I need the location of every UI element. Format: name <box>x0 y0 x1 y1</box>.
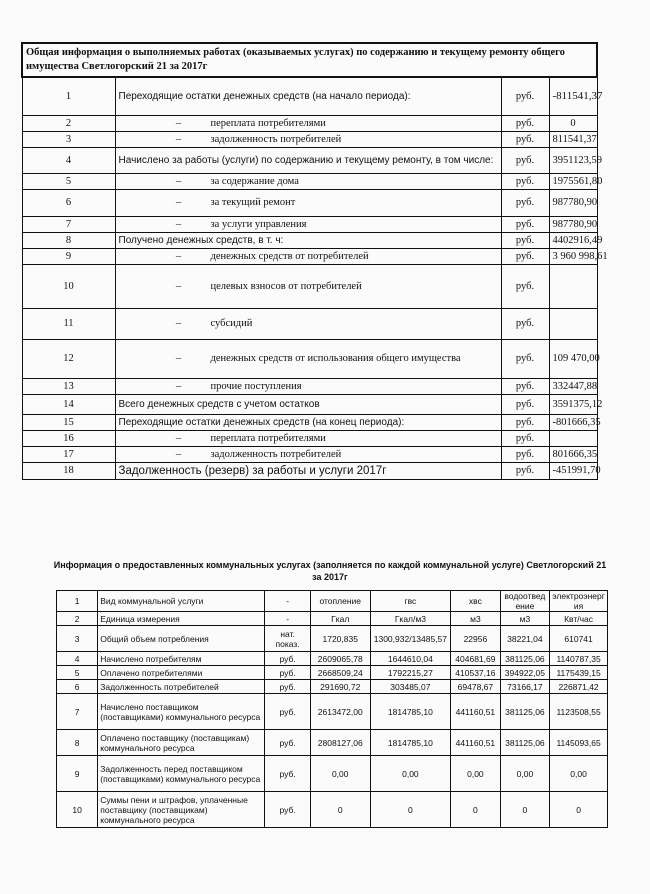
cell-electricity: Квт/час <box>550 612 608 626</box>
row-number: 7 <box>22 216 115 232</box>
row-label: задолженность потребителей <box>210 133 342 145</box>
row-label: Задолженность перед поставщиком (поставщиками) коммунального ресурса <box>98 756 265 792</box>
row-label-cell <box>115 446 501 462</box>
table-row <box>22 173 597 189</box>
row-unit: руб. <box>501 131 549 147</box>
row-label-cell <box>115 115 501 131</box>
row-dash: – <box>175 353 182 364</box>
row-unit: руб. <box>265 756 310 792</box>
row-unit: руб. <box>265 694 310 730</box>
row-label: переплата потребителями <box>210 432 326 444</box>
row-label-cell <box>115 189 501 216</box>
row-number: 5 <box>22 173 115 189</box>
row-number: 6 <box>22 189 115 216</box>
cell-cold-water: 0 <box>451 792 501 828</box>
cell-heating: отопление <box>310 591 370 612</box>
row-label: переплата потребителями <box>210 117 326 129</box>
row-unit: руб. <box>265 792 310 828</box>
row-label: за текущий ремонт <box>210 197 296 208</box>
cell-electricity: 0,00 <box>550 756 608 792</box>
row-value: 0 <box>549 115 597 131</box>
row-label-cell <box>115 339 501 378</box>
table-row <box>22 77 597 115</box>
row-label: Вид коммунальной услуги <box>98 591 265 612</box>
row-unit: руб. <box>501 248 549 264</box>
cell-cold-water: хвс <box>451 591 501 612</box>
table-row <box>22 430 597 446</box>
row-label: целевых взносов от потребителей <box>210 280 362 292</box>
row-unit: руб. <box>501 189 549 216</box>
cell-electricity: 1175439,15 <box>550 666 608 680</box>
row-unit: нат. показ. <box>265 626 310 652</box>
cell-heating: 1720,835 <box>310 626 370 652</box>
cell-heating: Гкал <box>310 612 370 626</box>
utilities-table-title: Информация о предоставленных коммунальных услугах (заполняется по каждой коммунальной услуге) Светлогорский 21 за 2017г <box>53 560 607 582</box>
cell-cold-water: 22956 <box>451 626 501 652</box>
row-value: 987780,90 <box>549 189 597 216</box>
row-unit: руб. <box>501 394 549 414</box>
cell-hot-water: 1300,932/13485,57 <box>370 626 450 652</box>
table-row <box>57 666 608 680</box>
row-label: за содержание дома <box>210 175 299 187</box>
row-label-cell <box>115 264 501 308</box>
row-label: прочие поступления <box>210 380 302 392</box>
row-value: -801666,35 <box>549 414 597 430</box>
row-dash: – <box>175 197 182 208</box>
utilities-table <box>56 590 608 828</box>
row-number: 2 <box>57 612 98 626</box>
row-label: денежных средств от использования общего имущества <box>210 353 461 364</box>
row-value: -451991,70 <box>549 462 597 479</box>
row-unit: руб. <box>501 147 549 173</box>
row-label: субсидий <box>210 318 253 329</box>
cell-electricity: 1145093,65 <box>550 730 608 756</box>
row-value: 3951123,59 <box>549 147 597 173</box>
row-number: 3 <box>57 626 98 652</box>
table-row <box>22 378 597 394</box>
table-row <box>22 446 597 462</box>
cell-hot-water: 0 <box>370 792 450 828</box>
cell-sewerage: 38221,04 <box>500 626 550 652</box>
row-number: 11 <box>22 308 115 339</box>
cell-cold-water: 404681,69 <box>451 652 501 666</box>
table-row <box>22 115 597 131</box>
row-label-cell <box>115 308 501 339</box>
cell-heating: 0,00 <box>310 756 370 792</box>
row-label: Оплачено потребителями <box>98 666 265 680</box>
row-number: 14 <box>22 394 115 414</box>
row-label: Начислено поставщиком (поставщиками) коммунального ресурса <box>98 694 265 730</box>
row-number: 2 <box>22 115 115 131</box>
row-unit: руб. <box>501 462 549 479</box>
row-label-cell <box>115 248 501 264</box>
row-label: Всего денежных средств с учетом остатков <box>115 394 501 414</box>
row-value: 801666,35 <box>549 446 597 462</box>
row-unit: руб. <box>501 232 549 248</box>
table-row <box>22 394 597 414</box>
cell-cold-water: 0,00 <box>451 756 501 792</box>
row-value: 987780,90 <box>549 216 597 232</box>
row-number: 8 <box>22 232 115 248</box>
table-row <box>22 414 597 430</box>
row-unit: руб. <box>501 173 549 189</box>
table-row <box>57 792 608 828</box>
row-unit: руб. <box>265 652 310 666</box>
row-dash: – <box>175 448 182 460</box>
row-value: 811541,37 <box>549 131 597 147</box>
row-number: 16 <box>22 430 115 446</box>
row-dash: – <box>175 218 182 230</box>
cell-electricity: электроэнергия <box>550 591 608 612</box>
row-label: Начислено потребителям <box>98 652 265 666</box>
cell-hot-water: 1644610,04 <box>370 652 450 666</box>
row-value: -811541,37 <box>549 77 597 115</box>
row-unit: руб. <box>501 446 549 462</box>
row-dash: – <box>175 318 182 329</box>
cell-sewerage: 381125,06 <box>500 652 550 666</box>
row-number: 13 <box>22 378 115 394</box>
table-row <box>57 680 608 694</box>
row-dash: – <box>175 380 182 392</box>
table-row <box>57 626 608 652</box>
table-row <box>22 339 597 378</box>
row-number: 17 <box>22 446 115 462</box>
cell-sewerage: 73166,17 <box>500 680 550 694</box>
table-row <box>22 189 597 216</box>
row-value: 3591375,12 <box>549 394 597 414</box>
row-value: 1975561,80 <box>549 173 597 189</box>
cell-cold-water: 69478,67 <box>451 680 501 694</box>
row-unit: руб. <box>265 730 310 756</box>
cell-sewerage: 0 <box>500 792 550 828</box>
cell-sewerage: 0,00 <box>500 756 550 792</box>
row-number: 6 <box>57 680 98 694</box>
row-label: Оплачено поставщику (поставщикам) коммунального ресурса <box>98 730 265 756</box>
row-dash: – <box>175 432 182 444</box>
cell-cold-water: 441160,51 <box>451 694 501 730</box>
row-label: Задолженность (резерв) за работы и услуги 2017г <box>115 462 501 479</box>
row-label: денежных средств от потребителей <box>210 250 369 262</box>
row-label: Переходящие остатки денежных средств (на конец периода): <box>115 414 501 430</box>
row-value: 109 470,00 <box>549 339 597 378</box>
row-unit: - <box>265 591 310 612</box>
row-number: 5 <box>57 666 98 680</box>
cell-sewerage: водоотведение <box>500 591 550 612</box>
row-value <box>549 264 597 308</box>
row-number: 7 <box>57 694 98 730</box>
row-unit: руб. <box>501 264 549 308</box>
cell-heating: 2668509,24 <box>310 666 370 680</box>
row-label: Начислено за работы (услуги) по содержанию и текущему ремонту, в том числе: <box>115 147 501 173</box>
row-label-cell <box>115 216 501 232</box>
row-label: Задолженность потребителей <box>98 680 265 694</box>
row-label: Переходящие остатки денежных средств (на начало периода): <box>115 77 501 115</box>
row-unit: руб. <box>265 680 310 694</box>
row-number: 4 <box>22 147 115 173</box>
table-row <box>22 131 597 147</box>
cell-heating: 2613472,00 <box>310 694 370 730</box>
row-unit: руб. <box>501 339 549 378</box>
table-row <box>22 462 597 479</box>
row-number: 9 <box>57 756 98 792</box>
row-dash: – <box>175 280 182 292</box>
row-label: Суммы пени и штрафов, уплаченные поставщику (поставщикам) коммунального ресурса <box>98 792 265 828</box>
row-unit: - <box>265 612 310 626</box>
row-number: 3 <box>22 131 115 147</box>
row-unit: руб. <box>501 430 549 446</box>
table-row <box>57 730 608 756</box>
row-label-cell <box>115 131 501 147</box>
row-number: 10 <box>22 264 115 308</box>
table-row <box>22 147 597 173</box>
cell-heating: 0 <box>310 792 370 828</box>
cell-heating: 291690,72 <box>310 680 370 694</box>
cell-cold-water: 410537,16 <box>451 666 501 680</box>
row-label: задолженность потребителей <box>210 448 342 460</box>
row-number: 9 <box>22 248 115 264</box>
row-number: 10 <box>57 792 98 828</box>
row-label-cell <box>115 430 501 446</box>
cell-hot-water: Гкал/м3 <box>370 612 450 626</box>
cell-sewerage: 381125,06 <box>500 730 550 756</box>
row-label: Получено денежных средств, в т. ч: <box>115 232 501 248</box>
row-number: 1 <box>22 77 115 115</box>
row-label-cell <box>115 378 501 394</box>
table-row <box>57 612 608 626</box>
row-dash: – <box>175 250 182 262</box>
row-unit: руб. <box>501 308 549 339</box>
row-value: 3 960 998,61 <box>549 248 597 264</box>
row-label: Общий объем потребления <box>98 626 265 652</box>
cell-heating: 2808127,06 <box>310 730 370 756</box>
row-number: 15 <box>22 414 115 430</box>
cell-cold-water: м3 <box>451 612 501 626</box>
maintenance-summary-table <box>21 42 608 480</box>
row-dash: – <box>175 133 182 145</box>
row-number: 8 <box>57 730 98 756</box>
row-dash: – <box>175 175 182 187</box>
row-value <box>549 430 597 446</box>
cell-heating: 2609065,78 <box>310 652 370 666</box>
cell-electricity: 1140787,35 <box>550 652 608 666</box>
cell-electricity: 610741 <box>550 626 608 652</box>
row-unit: руб. <box>501 378 549 394</box>
row-unit: руб. <box>265 666 310 680</box>
row-label-cell <box>115 173 501 189</box>
table-row <box>57 652 608 666</box>
cell-sewerage: 394922,05 <box>500 666 550 680</box>
row-unit: руб. <box>501 77 549 115</box>
table-row <box>57 591 608 612</box>
row-dash: – <box>175 117 182 129</box>
table-row <box>22 216 597 232</box>
row-number: 12 <box>22 339 115 378</box>
cell-electricity: 0 <box>550 792 608 828</box>
table1-title: Общая информация о выполняемых работах (оказываемых услугах) по содержанию и текущему ремонту общего имущества Светлогорский 21 за 2017г <box>22 43 597 77</box>
table-row <box>22 264 597 308</box>
row-label: Единица измерения <box>98 612 265 626</box>
cell-hot-water: 1814785,10 <box>370 694 450 730</box>
row-label: за услуги управления <box>210 218 307 230</box>
row-number: 4 <box>57 652 98 666</box>
cell-sewerage: 381125,06 <box>500 694 550 730</box>
row-number: 1 <box>57 591 98 612</box>
cell-hot-water: гвс <box>370 591 450 612</box>
row-unit: руб. <box>501 414 549 430</box>
row-unit: руб. <box>501 216 549 232</box>
row-unit: руб. <box>501 115 549 131</box>
cell-electricity: 226871,42 <box>550 680 608 694</box>
row-value: 4402916,49 <box>549 232 597 248</box>
cell-hot-water: 0,00 <box>370 756 450 792</box>
cell-hot-water: 303485,07 <box>370 680 450 694</box>
table-row <box>57 756 608 792</box>
row-value <box>549 308 597 339</box>
table-row <box>22 308 597 339</box>
cell-hot-water: 1814785,10 <box>370 730 450 756</box>
cell-sewerage: м3 <box>500 612 550 626</box>
cell-hot-water: 1792215,27 <box>370 666 450 680</box>
cell-cold-water: 441160,51 <box>451 730 501 756</box>
row-number: 18 <box>22 462 115 479</box>
row-value: 332447,88 <box>549 378 597 394</box>
table-row <box>22 232 597 248</box>
table-row <box>22 248 597 264</box>
table1-header-row <box>22 43 597 77</box>
table-row <box>57 694 608 730</box>
cell-electricity: 1123508,55 <box>550 694 608 730</box>
